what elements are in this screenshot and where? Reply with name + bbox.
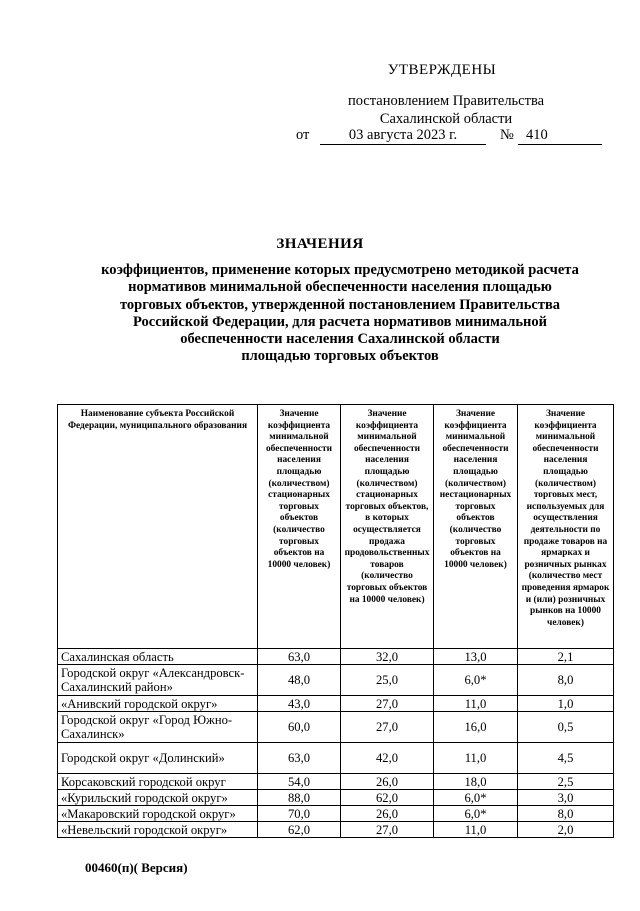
approved-heading: УТВЕРЖДЕНЫ [387, 62, 497, 78]
column-header-entity: Наименование субъекта Российской Федерации, муниципального образования [58, 405, 258, 649]
subtitle-line: Российской Федерации, для расчета нормативов минимальной [133, 313, 547, 330]
row-value-stationary: 54,0 [258, 774, 341, 790]
row-entity-name: «Макаровский городской округ» [58, 806, 258, 822]
decree-reference [330, 92, 562, 128]
row-value-food: 25,0 [341, 665, 434, 696]
subtitle-line: нормативов минимальной обеспеченности населения площадью [128, 279, 552, 296]
row-entity-name: Сахалинская область [58, 649, 258, 665]
subtitle-line: обеспеченности населения Сахалинской области [180, 331, 500, 348]
row-value-nonstationary: 13,0 [434, 649, 518, 665]
row-value-food: 26,0 [341, 774, 434, 790]
table-row [58, 806, 614, 822]
subtitle-line: площадью торговых объектов [241, 348, 439, 365]
row-value-nonstationary: 16,0 [434, 712, 518, 743]
decree-line-2: Сахалинской области [379, 111, 513, 127]
number-label: № [500, 127, 514, 143]
row-entity-name: «Курильский городской округ» [58, 790, 258, 806]
row-entity-name: «Анивский городской округ» [58, 696, 258, 712]
decree-date: 03 августа 2023 г. [320, 127, 486, 145]
row-entity-name: Городской округ «Александровск-Сахалинский район» [58, 665, 258, 696]
table-row [58, 696, 614, 712]
row-value-markets: 2,0 [518, 822, 614, 838]
table-row [58, 649, 614, 665]
column-header-nonstationary: Значение коэффициента минимальной обеспеченности населения площадью (количеством) нестационарных торговых объектов (количество торговых объектов на 10000 человек) [434, 405, 518, 649]
table-row [58, 665, 614, 696]
row-value-markets: 4,5 [518, 743, 614, 774]
row-value-food: 27,0 [341, 696, 434, 712]
row-value-stationary: 63,0 [258, 649, 341, 665]
column-header-food: Значение коэффициента минимальной обеспеченности населения площадью (количеством) стационарных торговых объектов, в которых осуществляется продажа продовольственных товаров (количество торговых объектов на 10000 человек) [341, 405, 434, 649]
row-entity-name: Корсаковский городской округ [58, 774, 258, 790]
row-value-markets: 3,0 [518, 790, 614, 806]
row-value-markets: 1,0 [518, 696, 614, 712]
row-value-markets: 0,5 [518, 712, 614, 743]
row-value-markets: 2,5 [518, 774, 614, 790]
row-value-nonstationary: 6,0* [434, 790, 518, 806]
row-value-stationary: 43,0 [258, 696, 341, 712]
table-row [58, 822, 614, 838]
document-subtitle [70, 262, 610, 366]
table-row [58, 712, 614, 743]
table-row [58, 790, 614, 806]
document-code: 00460(п)( Версия) [85, 860, 188, 875]
table-row [58, 774, 614, 790]
row-value-nonstationary: 11,0 [434, 743, 518, 774]
row-value-food: 32,0 [341, 649, 434, 665]
row-value-nonstationary: 18,0 [434, 774, 518, 790]
row-value-stationary: 70,0 [258, 806, 341, 822]
decree-line-1: постановлением Правительства [347, 93, 545, 109]
document-title: ЗНАЧЕНИЯ [276, 236, 364, 252]
row-value-food: 62,0 [341, 790, 434, 806]
row-value-markets: 8,0 [518, 665, 614, 696]
row-value-nonstationary: 6,0* [434, 665, 518, 696]
row-entity-name: Городской округ «Город Южно-Сахалинск» [58, 712, 258, 743]
row-value-stationary: 60,0 [258, 712, 341, 743]
subtitle-line: коэффициентов, применение которых предусмотрено методикой расчета [101, 262, 579, 278]
from-label: от [296, 127, 310, 143]
table-row [58, 743, 614, 774]
column-header-stationary: Значение коэффициента минимальной обеспеченности населения площадью (количеством) стационарных торговых объектов (количество торговых объектов на 10000 человек) [258, 405, 341, 649]
row-value-markets: 8,0 [518, 806, 614, 822]
row-value-nonstationary: 6,0* [434, 806, 518, 822]
decree-number: 410 [518, 127, 602, 145]
row-entity-name: «Невельский городской округ» [58, 822, 258, 838]
row-value-stationary: 63,0 [258, 743, 341, 774]
row-value-markets: 2,1 [518, 649, 614, 665]
row-value-stationary: 48,0 [258, 665, 341, 696]
row-value-food: 27,0 [341, 712, 434, 743]
row-value-nonstationary: 11,0 [434, 822, 518, 838]
row-value-food: 42,0 [341, 743, 434, 774]
row-value-nonstationary: 11,0 [434, 696, 518, 712]
column-header-markets: Значение коэффициента минимальной обеспеченности населения площадью (количеством) торговых мест, используемых для осуществления деятельности по продаже товаров на ярмарках и розничных рынках (количество мест проведения ярмарок и (или) розничных рынков на 10000 человек) [518, 405, 614, 649]
row-value-stationary: 88,0 [258, 790, 341, 806]
subtitle-line: торговых объектов, утвержденной постановлением Правительства [119, 296, 561, 313]
coefficients-table [57, 404, 614, 838]
row-entity-name: Городской округ «Долинский» [58, 743, 258, 774]
row-value-stationary: 62,0 [258, 822, 341, 838]
row-value-food: 26,0 [341, 806, 434, 822]
row-value-food: 27,0 [341, 822, 434, 838]
